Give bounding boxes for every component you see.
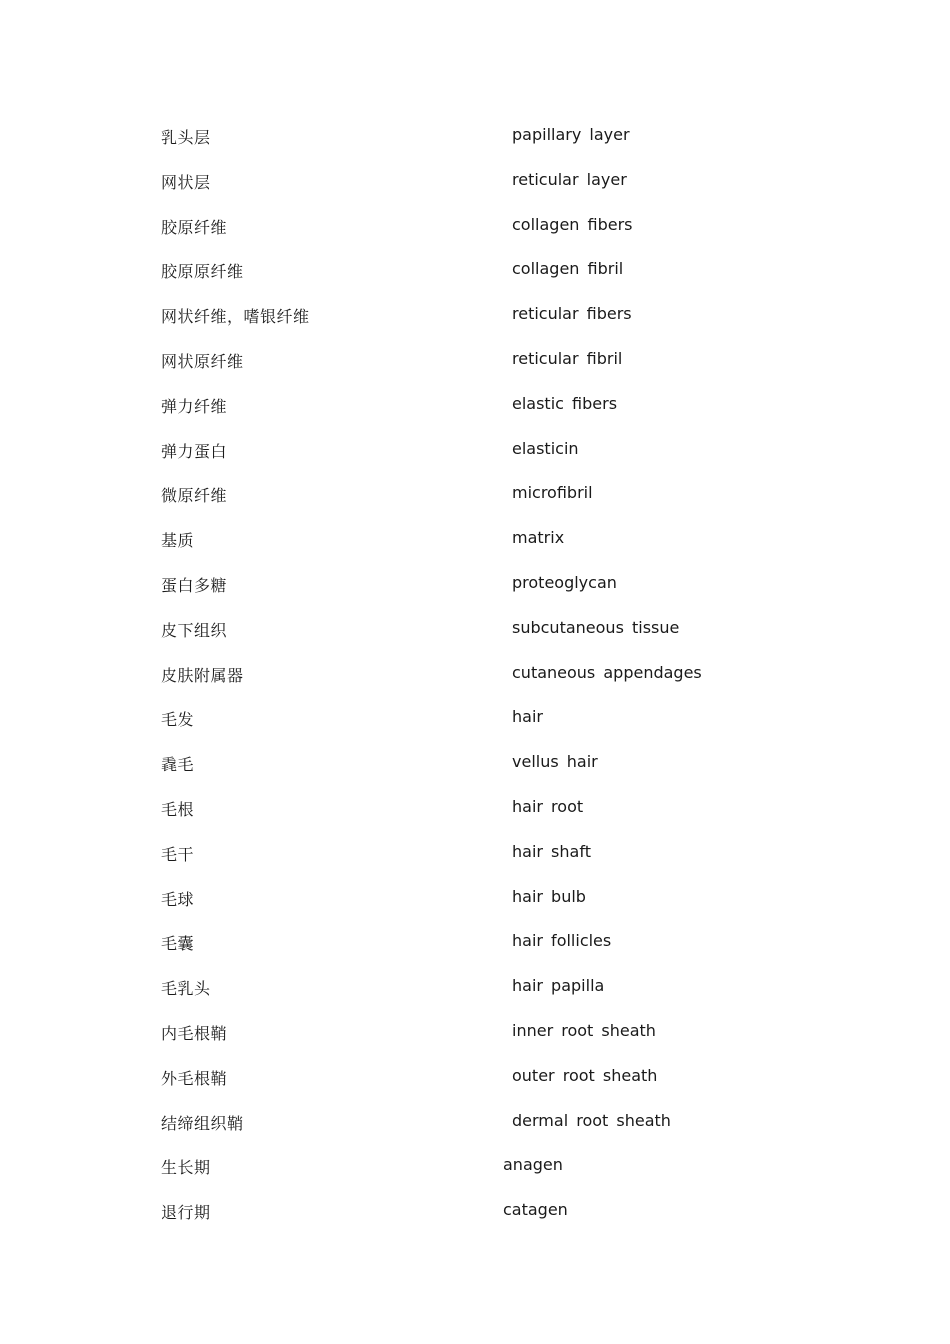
glossary-row xyxy=(0,205,950,250)
glossary-row xyxy=(0,966,950,1011)
term-english: reticular fibers xyxy=(512,304,632,324)
term-chinese: 网状层 xyxy=(161,172,211,192)
term-chinese: 乳头层 xyxy=(161,128,211,147)
term-english: hair shaft xyxy=(512,841,591,861)
term-chinese: 微原纤维 xyxy=(161,486,228,506)
glossary-row xyxy=(0,384,950,429)
term-english: dermal root sheath xyxy=(512,1110,671,1130)
term-chinese: 弹力纤维 xyxy=(161,396,228,416)
glossary-row xyxy=(0,429,950,474)
term-english: anagen xyxy=(503,1155,563,1175)
glossary-row xyxy=(0,160,950,205)
glossary-row xyxy=(0,1145,950,1190)
term-chinese: 毛发 xyxy=(161,710,195,730)
term-chinese: 退行期 xyxy=(161,1203,211,1223)
term-chinese: 外毛根鞘 xyxy=(161,1068,228,1088)
glossary-row xyxy=(0,1190,950,1235)
term-chinese: 网状原纤维 xyxy=(161,351,244,371)
term-english: outer root sheath xyxy=(512,1065,658,1085)
glossary-row xyxy=(0,921,950,966)
glossary-row xyxy=(0,1056,950,1101)
term-chinese: 毛球 xyxy=(161,889,195,909)
glossary-row xyxy=(0,832,950,877)
glossary-row xyxy=(0,742,950,787)
glossary-row xyxy=(0,339,950,384)
term-english: cutaneous appendages xyxy=(512,662,702,682)
term-chinese: 蛋白多糖 xyxy=(161,575,228,595)
term-english: microfibril xyxy=(512,483,593,503)
term-chinese: 基质 xyxy=(161,531,195,551)
glossary-table xyxy=(0,115,950,1235)
term-english: subcutaneous tissue xyxy=(512,617,680,637)
glossary-row xyxy=(0,877,950,922)
glossary-row xyxy=(0,473,950,518)
glossary-row xyxy=(0,249,950,294)
term-english: reticular fibril xyxy=(512,348,623,368)
term-english: vellus hair xyxy=(512,752,598,772)
glossary-row xyxy=(0,608,950,653)
term-chinese: 毛根 xyxy=(161,799,195,819)
term-english: reticular layer xyxy=(512,169,627,189)
term-chinese: 胶原原纤维 xyxy=(161,262,244,282)
term-chinese: 毳毛 xyxy=(161,755,195,775)
glossary-row xyxy=(0,653,950,698)
term-english: catagen xyxy=(503,1200,568,1220)
term-english: elasticin xyxy=(512,438,579,458)
glossary-row xyxy=(0,518,950,563)
term-chinese: 毛干 xyxy=(161,844,195,864)
term-chinese: 生长期 xyxy=(161,1158,211,1178)
term-chinese: 皮肤附属器 xyxy=(161,665,244,685)
term-chinese: 毛囊 xyxy=(161,934,195,954)
term-chinese: 毛乳头 xyxy=(161,979,211,999)
term-english: collagen fibers xyxy=(512,214,633,234)
glossary-row xyxy=(0,115,950,160)
glossary-row xyxy=(0,294,950,339)
glossary-row xyxy=(0,787,950,832)
term-chinese: 弹力蛋白 xyxy=(161,441,228,461)
term-english: proteoglycan xyxy=(512,572,617,592)
glossary-row xyxy=(0,563,950,608)
term-english: papillary layer xyxy=(512,125,630,144)
term-chinese: 皮下组织 xyxy=(161,620,228,640)
glossary-row xyxy=(0,697,950,742)
term-english: collagen fibril xyxy=(512,259,624,279)
term-chinese: 内毛根鞘 xyxy=(161,1023,228,1043)
term-english: matrix xyxy=(512,528,565,548)
glossary-row xyxy=(0,1011,950,1056)
term-english: hair bulb xyxy=(512,886,586,906)
term-english: elastic fibers xyxy=(512,393,618,413)
term-chinese: 网状纤维，嗜银纤维 xyxy=(161,307,310,327)
glossary-row xyxy=(0,1101,950,1146)
term-english: hair follicles xyxy=(512,931,612,951)
term-english: hair root xyxy=(512,796,584,816)
term-chinese: 胶原纤维 xyxy=(161,217,228,237)
term-english: hair xyxy=(512,707,543,727)
term-english: inner root sheath xyxy=(512,1020,656,1040)
term-english: hair papilla xyxy=(512,976,605,996)
term-chinese: 结缔组织鞘 xyxy=(161,1113,244,1133)
